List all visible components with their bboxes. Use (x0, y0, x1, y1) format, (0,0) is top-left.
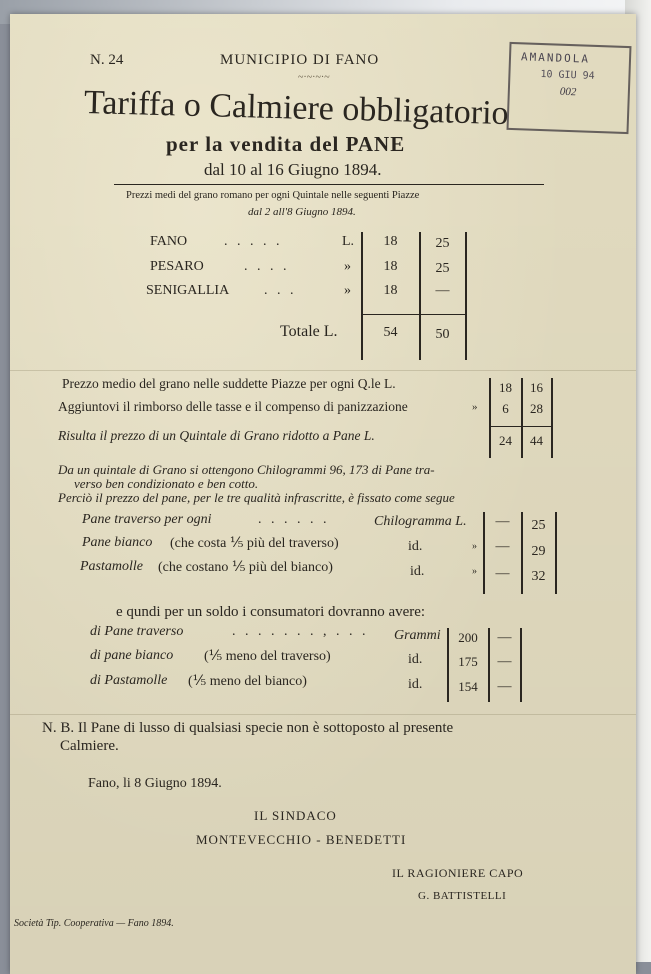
soldo-detail: (⅕ meno del bianco) (188, 674, 307, 689)
computation-cent: 16 (530, 380, 543, 395)
total-lire: 54 (383, 325, 398, 340)
soldo-grams: 154 (458, 679, 478, 694)
soldo-name: di pane bianco (90, 648, 174, 663)
stamp-date: 10 GIU 94 (540, 68, 595, 82)
bread-unit: id. (408, 539, 423, 554)
computation-lire: 24 (499, 433, 512, 448)
computation-cent: 44 (530, 433, 543, 448)
soldo-dec: — (497, 654, 512, 669)
bread-unit: Chilogramma L. (374, 514, 467, 529)
bread-cent: 29 (531, 544, 546, 559)
ornament: ~·~·~·~ (298, 72, 330, 83)
bread-cent: 25 (531, 518, 546, 533)
accountant-name: G. BATTISTELLI (418, 890, 507, 902)
soldo-intro: e qundi per un soldo i consumatori dovranno avere: (116, 604, 426, 620)
stamp-handwritten: 002 (559, 85, 577, 99)
computation-lire: 18 (499, 380, 512, 395)
total-cent: 50 (435, 327, 450, 342)
market-unit: » (344, 283, 351, 298)
soldo-unit: Grammi (394, 628, 441, 643)
place-date: Fano, li 8 Giugno 1894. (88, 776, 222, 791)
document-dates: dal 10 al 16 Giugno 1894. (204, 160, 382, 179)
bread-lire: — (495, 514, 510, 529)
market-dots: . . . (264, 283, 297, 298)
note: Calmiere. (60, 738, 119, 754)
market-unit: L. (342, 234, 355, 249)
bread-name: Pastamolle (80, 559, 143, 574)
yield-text: verso ben condizionato e ben cotto. (74, 476, 259, 491)
bread-name: Pane traverso per ogni (82, 512, 212, 527)
postmark-stamp (507, 42, 632, 134)
document-number: N. 24 (90, 52, 124, 68)
soldo-grams: 175 (458, 654, 478, 669)
market-dots: . . . . (244, 259, 290, 274)
soldo-grams: 200 (458, 630, 478, 645)
market-lire: 18 (383, 259, 398, 274)
market-lire: 18 (383, 283, 398, 298)
bread-cent: 32 (531, 569, 546, 584)
document-title: Tariffa o Calmiere obbligatorio (83, 84, 510, 133)
document-sheet (10, 14, 636, 974)
market-unit: » (344, 259, 351, 274)
total-label: Totale L. (280, 323, 338, 340)
yield-text: Perciò il prezzo del pane, per le tre qualità infrascritte, è fissato come segue (58, 490, 455, 505)
market-cent: 25 (435, 236, 450, 251)
bread-name: Pane bianco (82, 535, 153, 550)
market-name: FANO (150, 234, 188, 249)
soldo-name: di Pastamolle (90, 673, 168, 688)
bread-lire: — (495, 539, 510, 554)
market-name: PESARO (150, 259, 204, 274)
market-cent: — (435, 283, 450, 298)
divider (114, 184, 544, 185)
fold-line (10, 714, 636, 715)
computation-text: Aggiuntovi il rimborso delle tasse e il compenso di panizzazione (58, 399, 408, 414)
bread-mark: » (472, 566, 477, 577)
market-lire: 18 (383, 234, 398, 249)
prices-period: dal 2 all'8 Giugno 1894. (248, 206, 356, 218)
note: N. B. Il Pane di lusso di qualsiasi specie non è sottoposto al presente (42, 720, 454, 736)
market-dots: . . . . . (224, 234, 283, 249)
soldo-unit: id. (408, 677, 423, 692)
yield-text: Da un quintale di Grano si ottengono Chilogrammi 96, 173 di Pane tra- (58, 462, 435, 477)
computation-lire: 6 (502, 401, 509, 416)
computation-text: Prezzo medio del grano nelle suddette Piazze per ogni Q.le L. (62, 376, 396, 391)
bread-detail: (che costa ⅕ più del traverso) (170, 536, 339, 551)
printer-imprint: Società Tip. Cooperativa — Fano 1894. (14, 918, 174, 929)
municipality: MUNICIPIO DI FANO (220, 52, 380, 68)
soldo-detail: (⅕ meno del traverso) (204, 649, 331, 664)
market-name: SENIGALLIA (146, 283, 230, 298)
bread-mark: » (472, 541, 477, 552)
soldo-dec: — (497, 679, 512, 694)
computation-result-text: Risulta il prezzo di un Quintale di Grano ridotto a Pane L. (58, 428, 375, 443)
bread-detail: . . . . . . (258, 512, 330, 527)
market-cent: 25 (435, 261, 450, 276)
document-subtitle: per la vendita del PANE (166, 132, 406, 156)
fold-line (10, 370, 636, 371)
mayor-name: MONTEVECCHIO - BENEDETTI (196, 832, 407, 847)
stamp-place: AMANDOLA (520, 50, 591, 66)
bread-lire: — (495, 566, 510, 581)
soldo-detail: . . . . . . . , . . . (232, 624, 369, 639)
computation-mark: » (472, 401, 478, 413)
accountant-title: IL RAGIONIERE CAPO (392, 866, 524, 880)
mayor-title: IL SINDACO (254, 808, 337, 823)
computation-cent: 28 (530, 401, 543, 416)
bread-detail: (che costano ⅕ più del bianco) (158, 560, 333, 575)
soldo-unit: id. (408, 652, 423, 667)
soldo-name: di Pane traverso (90, 624, 184, 639)
soldo-dec: — (497, 630, 512, 645)
bread-unit: id. (410, 564, 425, 579)
prices-intro: Prezzi medi del grano romano per ogni Quintale nelle seguenti Piazze (126, 190, 420, 201)
